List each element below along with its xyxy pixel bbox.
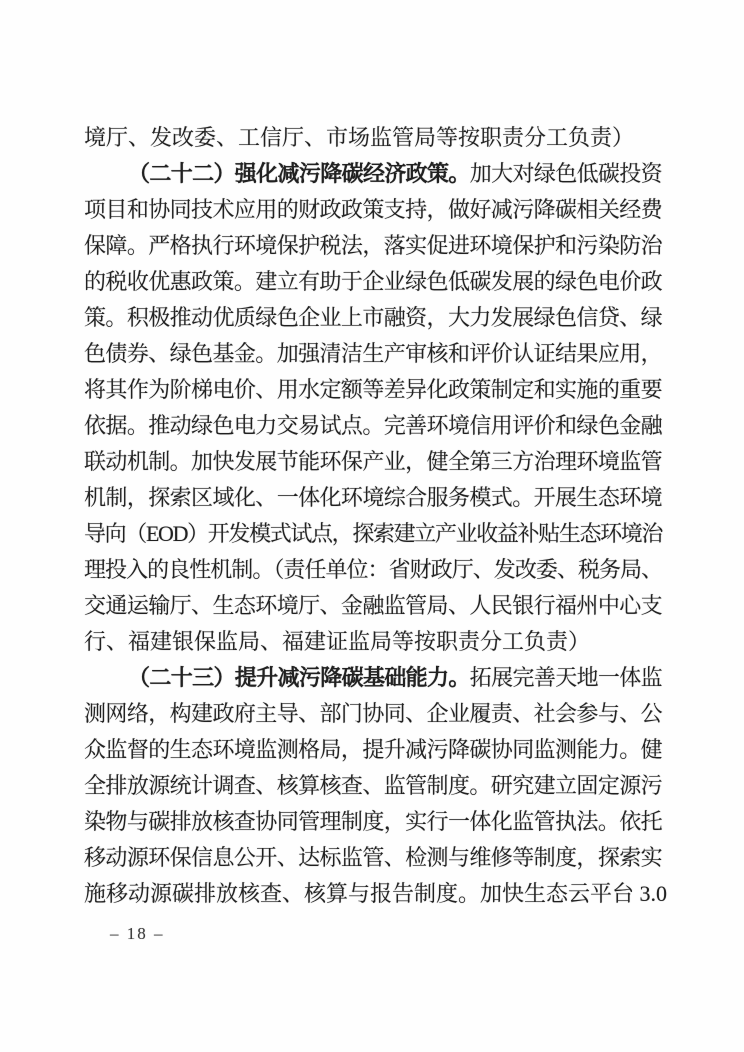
text-run: 加大对绿色低碳投资 [469, 161, 663, 186]
page-number: – 18 – [110, 924, 165, 943]
text-run: 境厅、发改委、工信厅、市场监管局等按职责分工负责） [84, 125, 635, 150]
section-heading-run: （二十二）强化减污降碳经济政策。 [128, 161, 470, 186]
text-run: 联动机制。加快发展节能环保产业，健全第三方治理环境监管 [84, 449, 663, 474]
text-run: 色债券、绿色基金。加强清洁生产审核和评价认证结果应用， [84, 341, 663, 366]
text-line [84, 300, 662, 336]
text-run: 行、福建银保监局、福建证监局等按职责分工负责） [84, 629, 591, 654]
text-line [84, 192, 662, 228]
text-run: 移动源环保信息公开、达标监管、检测与维修等制度，探索实 [84, 845, 663, 870]
text-line [84, 732, 662, 768]
text-line [84, 696, 662, 732]
text-line [84, 624, 662, 660]
text-line [84, 552, 662, 588]
text-run: 的税收优惠政策。建立有助于企业绿色低碳发展的绿色电价政 [84, 269, 663, 294]
text-run: 全排放源统计调查、核算核查、监管制度。研究建立固定源污 [84, 773, 663, 798]
text-line [84, 768, 662, 804]
text-run: 导向（EOD）开发模式试点，探索建立产业收益补贴生态环境治 [84, 521, 663, 546]
document-body [84, 120, 668, 912]
text-line [84, 516, 662, 552]
text-line [84, 480, 662, 516]
text-run: 项目和协同技术应用的财政政策支持，做好减污降碳相关经费 [84, 197, 663, 222]
text-line [84, 588, 662, 624]
text-run: 保障。严格执行环境保护税法，落实促进环境保护和污染防治 [84, 233, 663, 258]
text-run: 策。积极推动优质绿色企业上市融资，大力发展绿色信贷、绿 [84, 305, 663, 330]
text-run: 交通运输厅、生态环境厅、金融监管局、人民银行福州中心支 [84, 593, 663, 618]
text-run: 施移动源碳排放核查、核算与报告制度。加快生态云平台 3.0 [84, 881, 668, 906]
text-line [84, 264, 662, 300]
text-line [84, 372, 662, 408]
text-run: 染物与碳排放核查协同管理制度，实行一体化监管执法。依托 [84, 809, 663, 834]
text-run: 拓展完善天地一体监 [469, 665, 663, 690]
text-run: 众监督的生态环境监测格局，提升减污降碳协同监测能力。健 [84, 737, 663, 762]
text-line [84, 876, 668, 912]
text-line [84, 444, 662, 480]
text-line [84, 408, 662, 444]
text-line [84, 228, 662, 264]
text-line [84, 156, 662, 192]
text-run: 将其作为阶梯电价、用水定额等差异化政策制定和实施的重要 [84, 377, 663, 402]
text-run: 测网络，构建政府主导、部门协同、企业履责、社会参与、公 [84, 701, 663, 726]
text-line [84, 120, 662, 156]
section-heading-run: （二十三）提升减污降碳基础能力。 [128, 665, 470, 690]
text-line [84, 804, 662, 840]
text-run: 机制，探索区域化、一体化环境综合服务模式。开展生态环境 [84, 485, 663, 510]
text-line [84, 660, 662, 696]
text-run: 理投入的良性机制。（责任单位：省财政厅、发改委、税务局、 [84, 557, 663, 582]
text-line [84, 840, 662, 876]
text-line [84, 336, 662, 372]
text-run: 依据。推动绿色电力交易试点。完善环境信用评价和绿色金融 [84, 413, 663, 438]
